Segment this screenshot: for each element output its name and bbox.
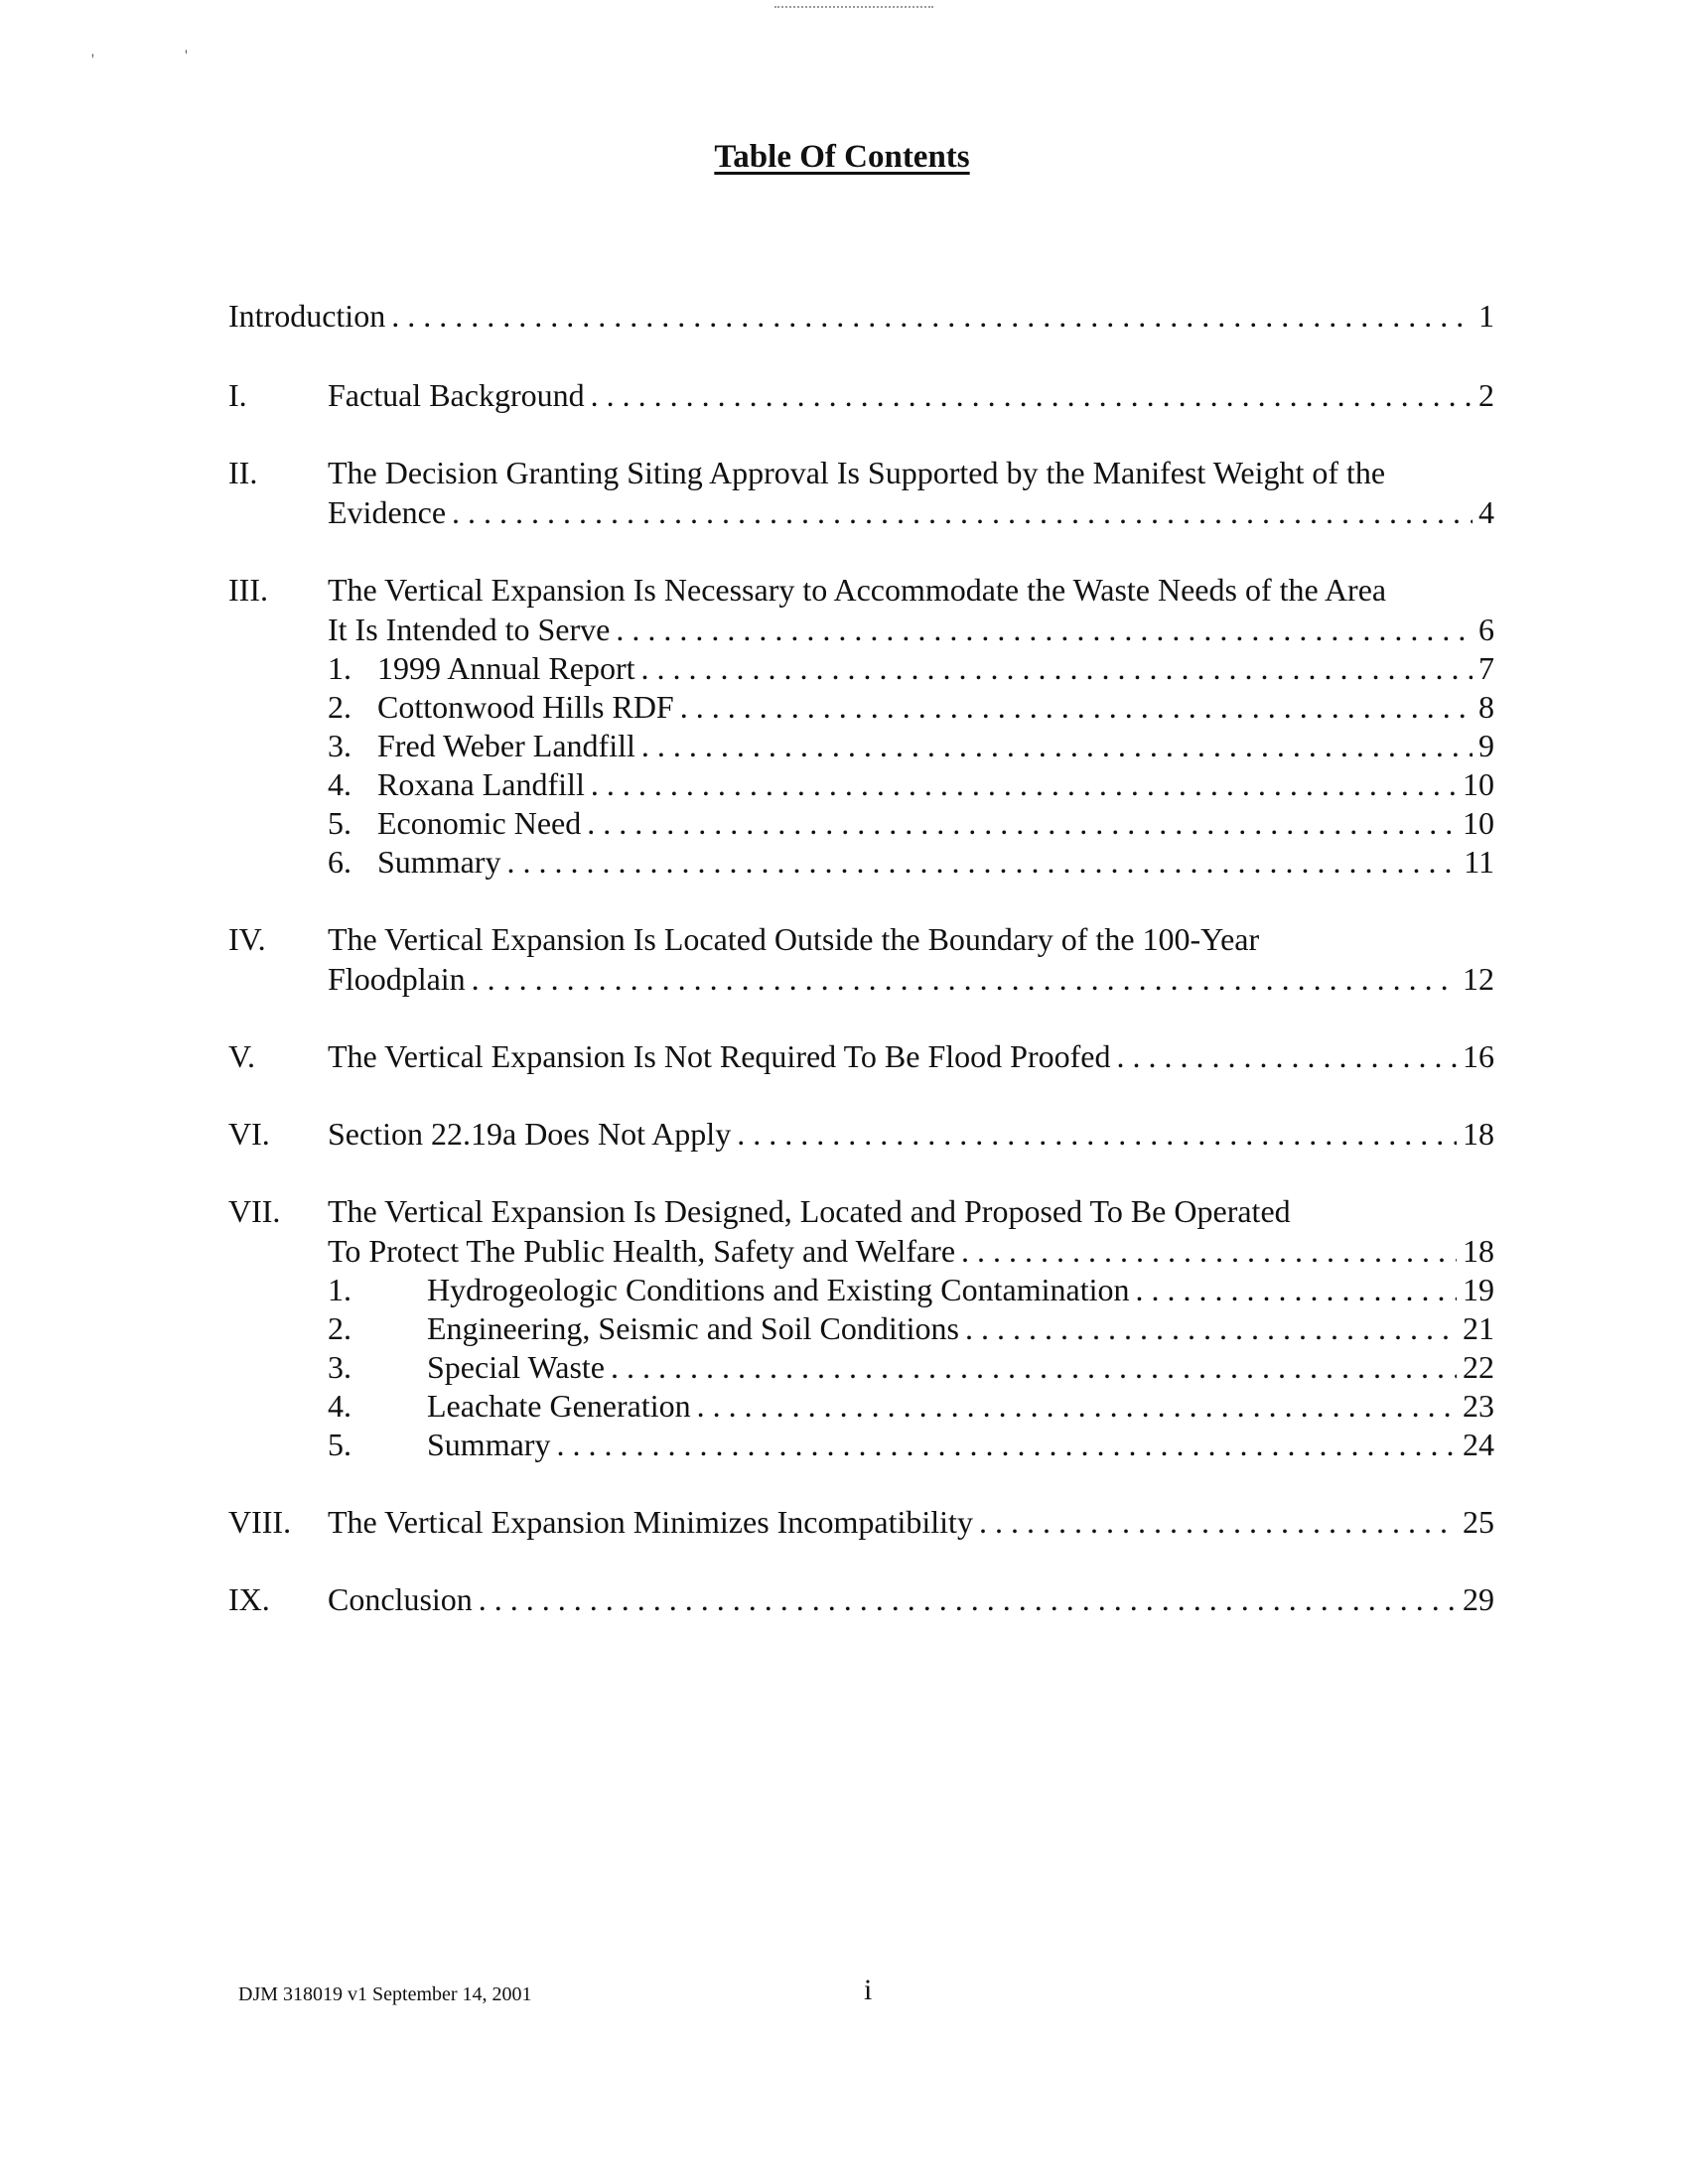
entry-page: 29 [1463,1581,1494,1617]
page-title: Table Of Contents [714,139,970,175]
entry-label: Introduction [228,298,386,334]
entry-label: It Is Intended to Serve [328,612,611,647]
page-number: i [864,1974,873,2006]
toc-entry-public-health[interactable] [328,1231,1494,1271]
leader-dots [965,1308,1457,1348]
entry-page: 2 [1478,377,1494,413]
section-numeral: IX. [228,1581,270,1617]
toc-entry-introduction[interactable] [228,296,1494,336]
subentry-number: 2. [328,689,351,725]
entry-label: Economic Need [377,805,582,841]
subentry-number: 3. [328,1349,351,1385]
entry-label: Leachate Generation [427,1388,691,1424]
subentry-number: 1. [328,1272,351,1307]
entry-label: Factual Background [328,377,585,413]
toc-subentry[interactable] [328,726,1494,765]
entry-label-line1: The Decision Granting Siting Approval Is Supported by the Manifest Weight of the [328,455,1386,490]
leader-dots [391,296,1473,336]
subentry-number: 4. [328,1388,351,1424]
entry-label: The Vertical Expansion Minimizes Incompatibility [328,1504,973,1540]
leader-dots [641,648,1473,688]
subentry-number: 6. [328,844,351,880]
leader-dots [591,375,1473,415]
toc-entry-waste-needs[interactable] [328,610,1494,649]
entry-page: 22 [1463,1349,1494,1385]
entry-label: To Protect The Public Health, Safety and Welfare [328,1233,956,1269]
entry-label: Engineering, Seismic and Soil Conditions [427,1310,959,1346]
entry-label-line1: The Vertical Expansion Is Located Outside the Boundary of the 100-Year [328,921,1260,957]
leader-dots [591,764,1457,804]
section-numeral: II. [228,455,258,490]
section-numeral: V. [228,1038,255,1074]
toc-entry-incompatibility[interactable] [328,1502,1494,1542]
section-numeral: IV. [228,921,266,957]
entry-label: Summary [427,1427,551,1462]
entry-page: 23 [1463,1388,1494,1424]
leader-dots [979,1502,1457,1542]
toc-entry-manifest-weight[interactable] [328,492,1494,532]
entry-page: 6 [1478,612,1494,647]
entry-label: 1999 Annual Report [377,650,635,686]
entry-page: 16 [1463,1038,1494,1074]
entry-page: 12 [1463,961,1494,997]
entry-label: Cottonwood Hills RDF [377,689,674,725]
leader-dots [697,1386,1457,1426]
toc-subentry[interactable] [328,1347,1494,1387]
section-numeral: VIII. [228,1504,292,1540]
entry-page: 19 [1463,1272,1494,1307]
toc-entry-floodplain[interactable] [328,959,1494,999]
leader-dots [680,687,1473,727]
subentry-number: 5. [328,805,351,841]
toc-subentry[interactable] [328,803,1494,843]
leader-dots [506,842,1458,882]
toc-subentry[interactable] [328,1270,1494,1309]
section-numeral: VI. [228,1116,270,1152]
leader-dots [616,610,1473,649]
toc-subentry[interactable] [328,1386,1494,1426]
entry-label: Floodplain [328,961,466,997]
toc-entry-section-22-19a[interactable] [328,1114,1494,1154]
toc-subentry[interactable] [328,1308,1494,1348]
entry-label: Summary [377,844,501,880]
toc-subentry[interactable] [328,764,1494,804]
toc-subentry[interactable] [328,648,1494,688]
leader-dots [472,959,1457,999]
entry-page: 9 [1478,728,1494,763]
leader-dots [641,726,1473,765]
toc-subentry[interactable] [328,687,1494,727]
entry-label-line1: The Vertical Expansion Is Necessary to Accommodate the Waste Needs of the Area [328,572,1387,608]
scan-speck: ' [185,48,188,65]
section-numeral: VII. [228,1193,281,1229]
leader-dots [1136,1270,1458,1309]
entry-page: 4 [1478,494,1494,530]
entry-label: Section 22.19a Does Not Apply [328,1116,732,1152]
leader-dots [1116,1036,1457,1076]
subentry-number: 4. [328,766,351,802]
entry-page: 25 [1463,1504,1494,1540]
toc-entry-flood-proofed[interactable] [328,1036,1494,1076]
subentry-number: 2. [328,1310,351,1346]
entry-page: 10 [1463,766,1494,802]
section-numeral: I. [228,377,247,413]
leader-dots [452,492,1473,532]
entry-label-line1: The Vertical Expansion Is Designed, Located and Proposed To Be Operated [328,1193,1291,1229]
document-id-footer: DJM 318019 v1 September 14, 2001 [238,1983,532,2005]
entry-page: 18 [1463,1233,1494,1269]
toc-subentry[interactable] [328,1425,1494,1464]
subentry-number: 1. [328,650,351,686]
scan-speck: ' [91,52,94,68]
leader-dots [737,1114,1457,1154]
entry-page: 1 [1478,298,1494,334]
entry-label: Fred Weber Landfill [377,728,635,763]
leader-dots [556,1425,1457,1464]
toc-entry-conclusion[interactable] [328,1579,1494,1619]
entry-label: Evidence [328,494,447,530]
entry-label: Hydrogeologic Conditions and Existing Contamination [427,1272,1130,1307]
subentry-number: 5. [328,1427,351,1462]
entry-page: 8 [1478,689,1494,725]
entry-page: 24 [1463,1427,1494,1462]
entry-page: 10 [1463,805,1494,841]
entry-label: The Vertical Expansion Is Not Required To Be Flood Proofed [328,1038,1111,1074]
section-numeral: III. [228,572,268,608]
toc-entry-factual-background[interactable] [328,375,1494,415]
entry-label: Conclusion [328,1581,473,1617]
entry-page: 21 [1463,1310,1494,1346]
entry-page: 7 [1478,650,1494,686]
toc-subentry[interactable] [328,842,1494,882]
entry-label: Roxana Landfill [377,766,585,802]
leader-dots [611,1347,1457,1387]
leader-dots [587,803,1457,843]
leader-dots [479,1579,1457,1619]
entry-page: 18 [1463,1116,1494,1152]
entry-label: Special Waste [427,1349,605,1385]
leader-dots [961,1231,1457,1271]
entry-page: 11 [1464,844,1494,880]
subentry-number: 3. [328,728,351,763]
